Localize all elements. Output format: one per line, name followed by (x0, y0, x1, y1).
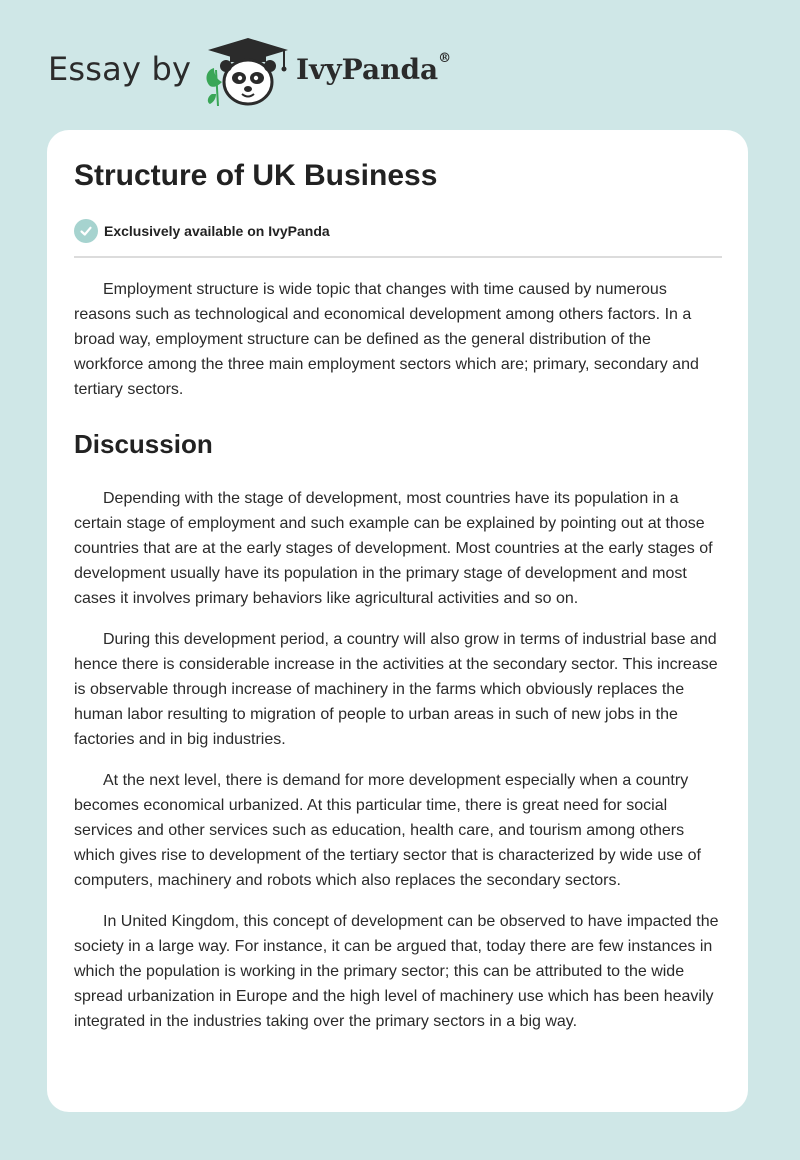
essay-card (47, 130, 748, 1112)
badge-text: Exclusively available on IvyPanda (104, 223, 330, 239)
essay-content (74, 158, 722, 1034)
body-paragraph: During this development period, a country will also grow in terms of industrial base and hence there is considerable increase in the activities at the secondary sector. This increase is observable through increase of machinery in the farms which obviously replaces the human labor resulting to migration of people to urban areas in such of new jobs in the factories and in big industries. (74, 631, 718, 749)
intro-paragraph: Employment structure is wide topic that changes with time caused by numerous reasons such as technological and economical development among others factors. In a broad way, employment structure can be defined as the general distribution of the workforce among the three main employment sectors which are; primary, secondary and tertiary sectors. (74, 281, 699, 398)
brand-name[interactable]: IvyPanda® (296, 51, 452, 86)
body-paragraph: At the next level, there is demand for more development especially when a country becomes economical urbanized. At this particular time, there is great need for social services and other services such as education, health care, and tourism among others which gives rise to development of the tertiary sector that is characterized by wide use of computers, machinery and robots which also replaces the secondary sectors. (74, 772, 701, 890)
section-heading: Discussion (74, 429, 213, 459)
panda-graduate-icon[interactable] (200, 36, 292, 108)
body-paragraph: In United Kingdom, this concept of development can be observed to have impacted the society in a large way. For instance, it can be argued that, today there are few instances in which the population is working in the primary sector; this can be attributed to the wide spread urbanization in Europe and the high level of machinery use which has been heavily integrated in the industries taking over the primary sectors in a big way. (74, 913, 719, 1031)
exclusive-badge (74, 218, 722, 244)
check-circle-icon (74, 219, 98, 243)
brand-prefix: Essay by (48, 50, 192, 88)
brand-header (48, 36, 488, 108)
divider (74, 256, 722, 258)
registered-mark: ® (438, 51, 452, 66)
body-paragraph: Depending with the stage of development, most countries have its population in a certain stage of employment and such example can be explained by pointing out at those countries that are at the early stages of development. Most countries at the early stages of development usually have its population in the primary stage of development and most cases it involves primary behaviors like agricultural activities and so on. (74, 490, 713, 608)
page-title: Structure of UK Business (74, 159, 438, 192)
